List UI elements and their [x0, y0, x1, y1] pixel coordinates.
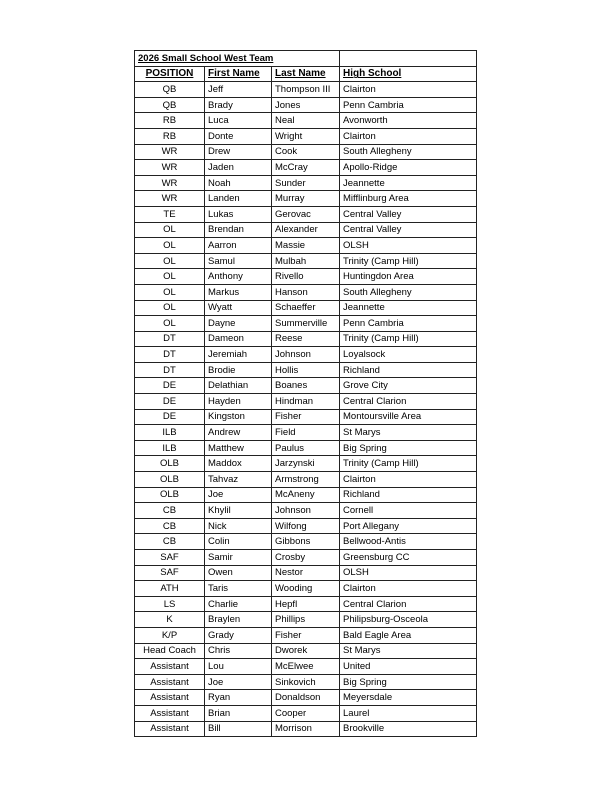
cell-position: Assistant — [135, 690, 205, 706]
table-row — [135, 550, 477, 566]
cell-last-name: Johnson — [272, 503, 340, 519]
cell-first-name: Brian — [205, 705, 272, 721]
cell-last-name: Armstrong — [272, 472, 340, 488]
cell-high-school: Huntingdon Area — [340, 269, 477, 285]
cell-first-name: Chris — [205, 643, 272, 659]
cell-position: DE — [135, 378, 205, 394]
cell-last-name: Morrison — [272, 721, 340, 737]
cell-last-name: Nestor — [272, 565, 340, 581]
roster-rows — [135, 82, 477, 737]
cell-last-name: Schaeffer — [272, 300, 340, 316]
cell-high-school: Clairton — [340, 581, 477, 597]
cell-high-school: Central Valley — [340, 206, 477, 222]
cell-first-name: Brendan — [205, 222, 272, 238]
cell-first-name: Donte — [205, 128, 272, 144]
cell-position: K — [135, 612, 205, 628]
cell-first-name: Grady — [205, 627, 272, 643]
table-row — [135, 347, 477, 363]
column-header-high-school: High School — [340, 66, 477, 82]
cell-last-name: Gibbons — [272, 534, 340, 550]
cell-last-name: Massie — [272, 238, 340, 254]
table-row — [135, 82, 477, 98]
cell-high-school: United — [340, 659, 477, 675]
cell-position: OL — [135, 253, 205, 269]
cell-position: WR — [135, 191, 205, 207]
cell-high-school: Mifflinburg Area — [340, 191, 477, 207]
cell-first-name: Kingston — [205, 409, 272, 425]
cell-position: CB — [135, 503, 205, 519]
table-row — [135, 503, 477, 519]
cell-position: OL — [135, 316, 205, 332]
cell-last-name: Jones — [272, 97, 340, 113]
cell-position: WR — [135, 144, 205, 160]
table-row — [135, 690, 477, 706]
cell-first-name: Khylil — [205, 503, 272, 519]
cell-high-school: South Allegheny — [340, 284, 477, 300]
table-row — [135, 518, 477, 534]
cell-first-name: Drew — [205, 144, 272, 160]
cell-first-name: Owen — [205, 565, 272, 581]
cell-first-name: Anthony — [205, 269, 272, 285]
cell-last-name: Hindman — [272, 394, 340, 410]
cell-high-school: Brookville — [340, 721, 477, 737]
cell-high-school: Apollo-Ridge — [340, 160, 477, 176]
table-row — [135, 721, 477, 737]
cell-high-school: OLSH — [340, 238, 477, 254]
cell-high-school: Trinity (Camp Hill) — [340, 253, 477, 269]
cell-position: DT — [135, 347, 205, 363]
cell-first-name: Colin — [205, 534, 272, 550]
table-row — [135, 175, 477, 191]
cell-last-name: Hanson — [272, 284, 340, 300]
table-title-row — [135, 51, 477, 67]
cell-first-name: Maddox — [205, 456, 272, 472]
cell-high-school: Cornell — [340, 503, 477, 519]
cell-high-school: Clairton — [340, 472, 477, 488]
cell-high-school: Avonworth — [340, 113, 477, 129]
table-row — [135, 300, 477, 316]
cell-last-name: Rivello — [272, 269, 340, 285]
cell-first-name: Joe — [205, 674, 272, 690]
cell-last-name: Gerovac — [272, 206, 340, 222]
cell-first-name: Hayden — [205, 394, 272, 410]
cell-first-name: Brodie — [205, 362, 272, 378]
cell-high-school: Trinity (Camp Hill) — [340, 456, 477, 472]
cell-position: OLB — [135, 472, 205, 488]
cell-position: RB — [135, 128, 205, 144]
cell-last-name: McElwee — [272, 659, 340, 675]
table-row — [135, 612, 477, 628]
cell-last-name: Wooding — [272, 581, 340, 597]
cell-high-school: St Marys — [340, 643, 477, 659]
cell-position: DE — [135, 409, 205, 425]
cell-first-name: Taris — [205, 581, 272, 597]
cell-first-name: Tahvaz — [205, 472, 272, 488]
table-row — [135, 472, 477, 488]
cell-position: ILB — [135, 425, 205, 441]
column-header-position: POSITION — [135, 66, 205, 82]
cell-first-name: Luca — [205, 113, 272, 129]
cell-high-school: Greensburg CC — [340, 550, 477, 566]
cell-high-school: Bald Eagle Area — [340, 627, 477, 643]
cell-first-name: Joe — [205, 487, 272, 503]
cell-first-name: Jeremiah — [205, 347, 272, 363]
cell-high-school: Grove City — [340, 378, 477, 394]
cell-position: OL — [135, 222, 205, 238]
cell-last-name: Field — [272, 425, 340, 441]
cell-high-school: Jeannette — [340, 175, 477, 191]
cell-high-school: Loyalsock — [340, 347, 477, 363]
cell-high-school: Trinity (Camp Hill) — [340, 331, 477, 347]
cell-position: CB — [135, 518, 205, 534]
cell-last-name: Paulus — [272, 440, 340, 456]
cell-high-school: Port Allegany — [340, 518, 477, 534]
cell-position: DT — [135, 362, 205, 378]
table-row — [135, 160, 477, 176]
cell-last-name: Johnson — [272, 347, 340, 363]
cell-position: CB — [135, 534, 205, 550]
table-row — [135, 144, 477, 160]
column-header-first-name: First Name — [205, 66, 272, 82]
cell-position: K/P — [135, 627, 205, 643]
cell-last-name: Fisher — [272, 409, 340, 425]
cell-first-name: Dameon — [205, 331, 272, 347]
table-row — [135, 425, 477, 441]
cell-high-school: OLSH — [340, 565, 477, 581]
cell-position: OL — [135, 300, 205, 316]
cell-last-name: Jarzynski — [272, 456, 340, 472]
cell-high-school: Clairton — [340, 128, 477, 144]
table-row — [135, 659, 477, 675]
cell-position: SAF — [135, 550, 205, 566]
cell-first-name: Brady — [205, 97, 272, 113]
roster-table — [134, 50, 477, 737]
cell-first-name: Landen — [205, 191, 272, 207]
table-row — [135, 206, 477, 222]
cell-high-school: Central Clarion — [340, 394, 477, 410]
cell-last-name: Fisher — [272, 627, 340, 643]
table-row — [135, 487, 477, 503]
cell-position: RB — [135, 113, 205, 129]
cell-first-name: Lukas — [205, 206, 272, 222]
cell-last-name: Donaldson — [272, 690, 340, 706]
cell-position: TE — [135, 206, 205, 222]
cell-first-name: Braylen — [205, 612, 272, 628]
cell-first-name: Aarron — [205, 238, 272, 254]
cell-position: SAF — [135, 565, 205, 581]
cell-last-name: Reese — [272, 331, 340, 347]
table-row — [135, 674, 477, 690]
cell-first-name: Markus — [205, 284, 272, 300]
cell-position: WR — [135, 175, 205, 191]
cell-last-name: Crosby — [272, 550, 340, 566]
cell-last-name: Alexander — [272, 222, 340, 238]
cell-position: WR — [135, 160, 205, 176]
cell-last-name: Hollis — [272, 362, 340, 378]
cell-first-name: Dayne — [205, 316, 272, 332]
table-row — [135, 705, 477, 721]
cell-high-school: Philipsburg-Osceola — [340, 612, 477, 628]
table-row — [135, 253, 477, 269]
cell-high-school: Richland — [340, 362, 477, 378]
table-row — [135, 113, 477, 129]
table-row — [135, 222, 477, 238]
cell-position: Assistant — [135, 705, 205, 721]
cell-last-name: Wilfong — [272, 518, 340, 534]
cell-high-school: Clairton — [340, 82, 477, 98]
table-row — [135, 191, 477, 207]
cell-first-name: Bill — [205, 721, 272, 737]
table-row — [135, 409, 477, 425]
cell-high-school: Bellwood-Antis — [340, 534, 477, 550]
cell-high-school: Meyersdale — [340, 690, 477, 706]
cell-first-name: Lou — [205, 659, 272, 675]
cell-last-name: Phillips — [272, 612, 340, 628]
cell-first-name: Noah — [205, 175, 272, 191]
cell-first-name: Matthew — [205, 440, 272, 456]
cell-last-name: Sunder — [272, 175, 340, 191]
cell-position: Assistant — [135, 674, 205, 690]
cell-last-name: Mulbah — [272, 253, 340, 269]
cell-position: OLB — [135, 487, 205, 503]
cell-last-name: Dworek — [272, 643, 340, 659]
column-header-last-name: Last Name — [272, 66, 340, 82]
table-row — [135, 565, 477, 581]
table-row — [135, 97, 477, 113]
cell-first-name: Andrew — [205, 425, 272, 441]
table-row — [135, 378, 477, 394]
table-row — [135, 394, 477, 410]
table-row — [135, 284, 477, 300]
cell-high-school: Montoursville Area — [340, 409, 477, 425]
cell-last-name: Summerville — [272, 316, 340, 332]
cell-position: OL — [135, 238, 205, 254]
cell-high-school: Penn Cambria — [340, 316, 477, 332]
cell-first-name: Wyatt — [205, 300, 272, 316]
cell-position: LS — [135, 596, 205, 612]
cell-position: Head Coach — [135, 643, 205, 659]
cell-position: DE — [135, 394, 205, 410]
cell-high-school: South Allegheny — [340, 144, 477, 160]
cell-position: QB — [135, 97, 205, 113]
cell-high-school: Richland — [340, 487, 477, 503]
table-row — [135, 643, 477, 659]
cell-last-name: Boanes — [272, 378, 340, 394]
table-title: 2026 Small School West Team — [135, 51, 340, 67]
cell-first-name: Jeff — [205, 82, 272, 98]
table-row — [135, 440, 477, 456]
table-row — [135, 596, 477, 612]
cell-position: Assistant — [135, 659, 205, 675]
cell-high-school: Big Spring — [340, 440, 477, 456]
cell-position: OL — [135, 269, 205, 285]
cell-high-school: St Marys — [340, 425, 477, 441]
cell-last-name: Wright — [272, 128, 340, 144]
cell-last-name: Neal — [272, 113, 340, 129]
table-row — [135, 331, 477, 347]
cell-position: DT — [135, 331, 205, 347]
cell-last-name: Murray — [272, 191, 340, 207]
table-row — [135, 362, 477, 378]
table-row — [135, 627, 477, 643]
cell-high-school: Big Spring — [340, 674, 477, 690]
cell-last-name: Cooper — [272, 705, 340, 721]
table-row — [135, 238, 477, 254]
table-row — [135, 316, 477, 332]
cell-high-school: Laurel — [340, 705, 477, 721]
cell-position: ILB — [135, 440, 205, 456]
cell-last-name: Sinkovich — [272, 674, 340, 690]
cell-high-school: Central Clarion — [340, 596, 477, 612]
cell-position: OLB — [135, 456, 205, 472]
cell-position: QB — [135, 82, 205, 98]
table-row — [135, 128, 477, 144]
cell-high-school: Jeannette — [340, 300, 477, 316]
cell-last-name: McCray — [272, 160, 340, 176]
cell-first-name: Samul — [205, 253, 272, 269]
table-row — [135, 456, 477, 472]
cell-last-name: McAneny — [272, 487, 340, 503]
cell-first-name: Ryan — [205, 690, 272, 706]
table-header-row — [135, 66, 477, 82]
cell-first-name: Nick — [205, 518, 272, 534]
cell-first-name: Jaden — [205, 160, 272, 176]
cell-first-name: Delathian — [205, 378, 272, 394]
cell-position: Assistant — [135, 721, 205, 737]
cell-last-name: Cook — [272, 144, 340, 160]
table-row — [135, 269, 477, 285]
cell-high-school: Penn Cambria — [340, 97, 477, 113]
cell-position: ATH — [135, 581, 205, 597]
cell-first-name: Samir — [205, 550, 272, 566]
cell-high-school: Central Valley — [340, 222, 477, 238]
table-row — [135, 534, 477, 550]
title-empty-cell — [340, 51, 477, 67]
cell-last-name: Thompson III — [272, 82, 340, 98]
cell-first-name: Charlie — [205, 596, 272, 612]
cell-last-name: Hepfl — [272, 596, 340, 612]
cell-position: OL — [135, 284, 205, 300]
table-row — [135, 581, 477, 597]
